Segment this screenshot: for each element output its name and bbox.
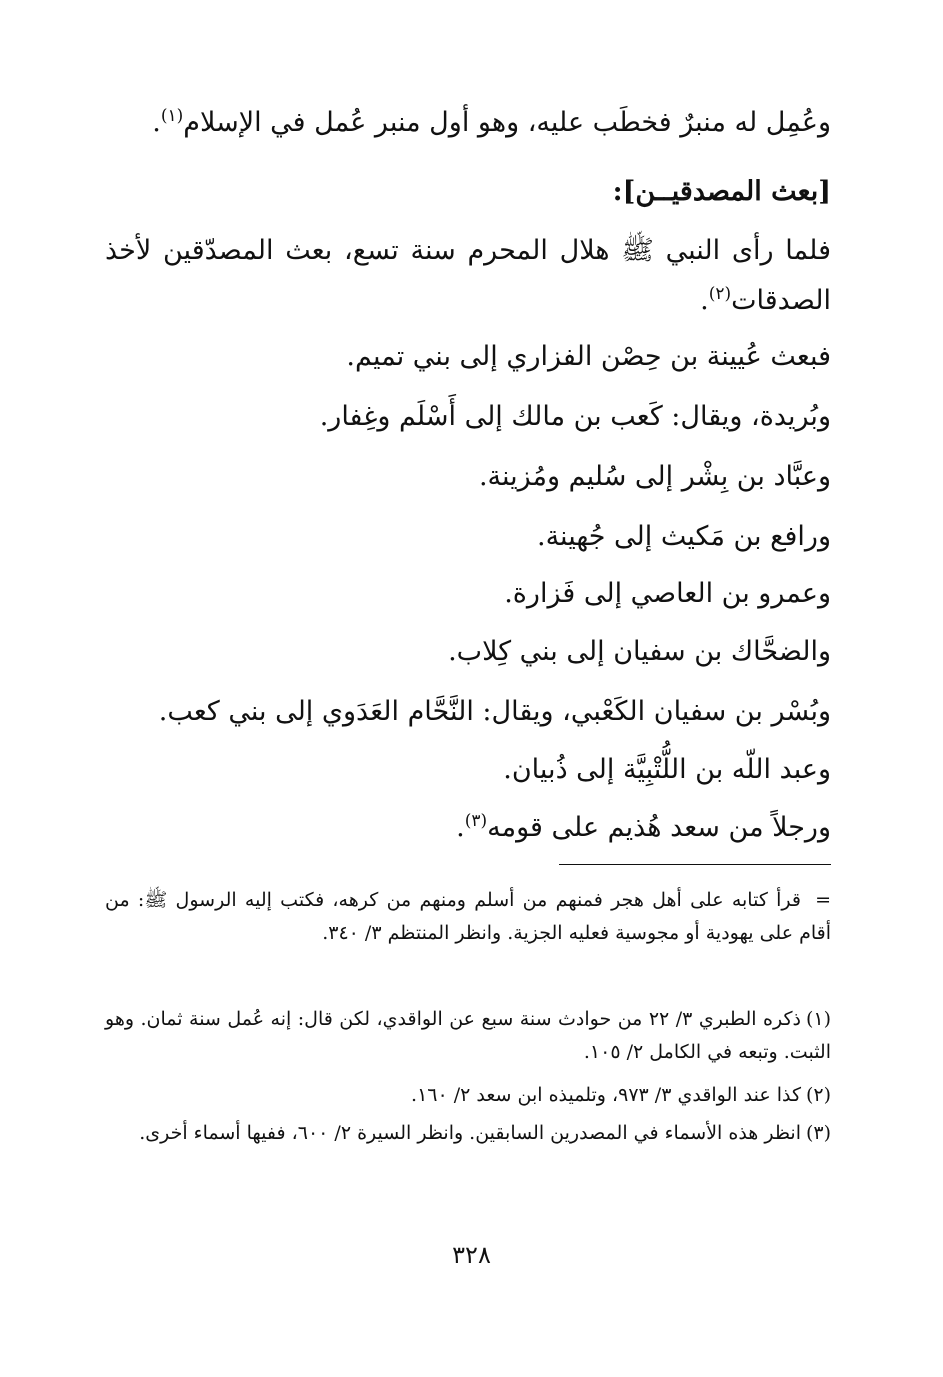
list-item: وبُريدة، ويقال: كَعب بن مالك إلى أَسْلَم وغِفار. [319,401,831,432]
footnote-3-text: انظر هذه الأسماء في المصدرين السابقين. وانظر السيرة ٢/ ٦٠٠، ففيها أسماء أخرى. [139,1122,801,1144]
list-item: وعمرو بن العاصي إلى فَزارة. [504,578,831,609]
body-line-1-text: وعُمِل له منبرٌ فخطَب عليه، وهو أول منبر عُمل في الإسلام [183,107,831,138]
body-line-1 [152,103,831,143]
list-item: فبعث عُيينة بن حِصْن الفزاري إلى بني تميم. [346,341,831,372]
footnote-separator [559,864,831,865]
footnote-2 [105,1079,831,1112]
list-item: والضحَّاك بن سفيان إلى بني كِلاب. [448,636,831,667]
footnote-3-mark: (٣) [805,1122,831,1144]
body-paragraph-end: . [700,285,709,316]
footnote-2-mark: (٢) [805,1084,831,1106]
footnote-ref-1: (١) [160,106,184,126]
footnote-continued-text: قرأ كتابه على أهل هجر فمنهم من أسلم ومنهم من كرهه، فكتب إليه الرسول ﷺ: من أقام على يهودية أو مجوسية فعليه الجزية. وانظر المنتظم ٣/ ٣٤٠. [105,889,831,944]
list-item: ورافع بن مَكيث إلى جُهينة. [536,521,831,552]
footnote-1 [105,1003,831,1069]
footnote-3 [105,1117,831,1150]
body-last-line-text: ورجلاً من سعد هُذيم على قومه [487,812,831,843]
footnote-1-mark: (١) [805,1008,831,1030]
list-item: وبُسْر بن سفيان الكَعْبي، ويقال: النَّحَّام العَدَوي إلى بني كعب. [158,696,831,727]
footnote-2-text: كذا عند الواقدي ٣/ ٩٧٣، وتلميذه ابن سعد ٢/ ١٦٠. [411,1084,801,1106]
section-heading: [بعث المصدقيــن]: [612,176,831,207]
body-paragraph-text: فلما رأى النبي ﷺ هلال المحرم سنة تسع، بعث المصدّقين لأخذ الصدقات [105,235,831,316]
footnote-ref-2: (٢) [708,284,732,304]
body-last-line [456,808,831,848]
list-item: وعبد اللّه بن اللُّتْبِيَّة إلى ذُبيان. [503,754,831,785]
body-last-line-end: . [456,812,465,843]
page-number: ٣٢٨ [452,1241,491,1269]
footnote-ref-3: (٣) [464,811,488,831]
footnote-1-text: ذكره الطبري ٣/ ٢٢ من حوادث سنة سبع عن الواقدي، لكن قال: إنه عُمل سنة ثمان. وهو الثبت. وتبعه في الكامل ٢/ ١٠٥. [105,1008,831,1063]
body-line-1-end: . [152,107,161,138]
footnote-continued [105,884,831,950]
list-item: وعبَّاد بن بِشْر إلى سُليم ومُزينة. [478,461,831,492]
footnote-continued-mark: = [815,889,831,911]
body-paragraph [105,226,831,326]
